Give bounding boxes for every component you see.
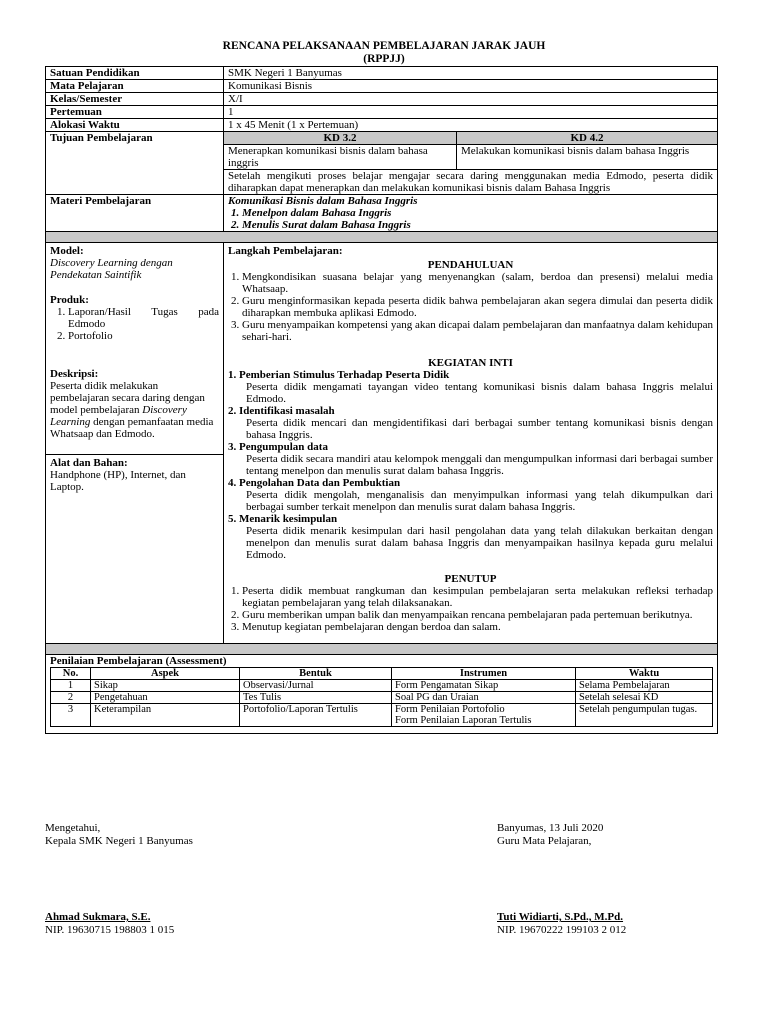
- identity-row: [46, 106, 718, 119]
- list-item: 1. Peserta didik membuat rangkuman dan kesimpulan pembelajaran serta melakukan refleksi terhadap kegiatan pembelajaran yang telah dilaksanakan.: [242, 585, 713, 609]
- materi-title: Komunikasi Bisnis dalam Bahasa Inggris: [228, 195, 418, 207]
- assessment-cell-bentuk: Tes Tulis: [240, 692, 392, 704]
- list-item: 3. Menutup kegiatan pembelajaran dengan berdoa dan salam.: [242, 621, 713, 633]
- inti-title: KEGIATAN INTI: [428, 357, 513, 369]
- identity-value: SMK Negeri 1 Banyumas: [224, 67, 718, 80]
- alat-section: [46, 454, 223, 493]
- assessment-cell-no: 1: [51, 680, 91, 692]
- assessment-header-row: [51, 668, 713, 680]
- kd2-text: Melakukan komunikasi bisnis dalam bahasa Inggris: [457, 145, 718, 170]
- identity-label: Pertemuan: [46, 106, 224, 119]
- left-sig-line1: Mengetahui,: [45, 822, 101, 834]
- inti-step-text: Peserta didik mengamati tayangan video tentang komunikasi bisnis dalam bahasa Inggris melalui Edmodo.: [246, 381, 713, 405]
- assessment-header: Bentuk: [240, 668, 392, 680]
- assessment-header: Waktu: [576, 668, 713, 680]
- kd2-header: KD 4.2: [457, 132, 718, 145]
- left-signature: [45, 822, 193, 848]
- inti-step-text: Peserta didik mengolah, menganalisis dan menyimpulkan informasi yang telah dikumpulkan dari berbagai sumber terkait menelpon dan menulis surat dalam bahasa Inggris.: [246, 489, 713, 513]
- assessment-cell-no: 3: [51, 704, 91, 727]
- assessment-cell-instrumen: Soal PG dan Uraian: [392, 692, 576, 704]
- left-signatory: [45, 911, 174, 937]
- inti-step-heading: 3. Pengumpulan data: [228, 441, 328, 453]
- deskripsi-label: Deskripsi:: [50, 368, 99, 380]
- inti-step: [228, 405, 713, 441]
- identity-row: [46, 93, 718, 106]
- assessment-cell-aspek: Keterampilan: [91, 704, 240, 727]
- assessment-cell-bentuk: Observasi/Jurnal: [240, 680, 392, 692]
- assessment-header: Instrumen: [392, 668, 576, 680]
- inti-step: [228, 477, 713, 513]
- list-item: 2. Portofolio: [68, 330, 219, 342]
- left-sig-line2: Kepala SMK Negeri 1 Banyumas: [45, 835, 193, 847]
- identity-row: [46, 80, 718, 93]
- assessment-cell-waktu: Setelah pengumpulan tugas.: [576, 704, 713, 727]
- list-item: 1. Mengkondisikan suasana belajar yang menyenangkan (salam, berdoa dan presensi) melalui media Whatsaap.: [242, 271, 713, 295]
- assessment-cell-no: 2: [51, 692, 91, 704]
- list-item: 2. Menulis Surat dalam Bahasa Inggris: [242, 219, 713, 231]
- list-item: 3. Guru menyampaikan kompetensi yang akan dicapai dalam pembelajaran dan manfaatnya dalam kehidupan sehari-hari.: [242, 319, 713, 343]
- alat-text: Handphone (HP), Internet, dan Laptop.: [50, 469, 186, 493]
- right-sig-name: Tuti Widiarti, S.Pd., M.Pd.: [497, 911, 624, 923]
- right-sig-line2: Guru Mata Pelajaran,: [497, 835, 592, 847]
- penutup-list: [228, 585, 713, 633]
- list-item: 2. Guru memberikan umpan balik dan menyampaikan rencana pembelajaran pada pertemuan berikutnya.: [242, 609, 713, 621]
- inti-list: [228, 369, 713, 561]
- inti-step-heading: 4. Pengolahan Data dan Pembuktian: [228, 477, 401, 489]
- model-label: Model:: [50, 245, 84, 257]
- kd1-text: Menerapkan komunikasi bisnis dalam bahasa inggris: [224, 145, 457, 170]
- assessment-cell-aspek: Pengetahuan: [91, 692, 240, 704]
- inti-step-text: Peserta didik secara mandiri atau kelompok menggali dan mengumpulkan informasi dari berbagai sumber tentang menelpon dan menulis surat dalam bahasa Inggris.: [246, 453, 713, 477]
- right-sig-line1: Banyumas, 13 Juli 2020: [497, 822, 604, 834]
- right-sig-nip: NIP. 19670222 199103 2 012: [497, 924, 627, 936]
- model-text: Discovery Learning dengan Pendekatan Saintifik: [50, 257, 173, 281]
- identity-value: 1: [224, 106, 718, 119]
- list-item: 2. Guru menginformasikan kepada peserta didik bahwa pembelajaran akan segera dimulai dan peserta didik diharapkan membuka aplikasi Edmodo.: [242, 295, 713, 319]
- separator-bar: [46, 232, 718, 243]
- inti-step-heading: 2. Identifikasi masalah: [228, 405, 335, 417]
- penilaian-cell: [46, 655, 718, 734]
- materi-list: [228, 207, 713, 231]
- inti-step-heading: 1. Pemberian Stimulus Terhadap Peserta Didik: [228, 369, 450, 381]
- right-signature: [497, 822, 603, 848]
- document-title: RENCANA PELAKSANAAN PEMBELAJARAN JARAK JAUH: [222, 40, 546, 52]
- inti-step-text: Peserta didik mencari dan mengidentifikasi dari berbagai sumber tentang komunikasi bisnis dengan bahasa Inggris.: [246, 417, 713, 441]
- langkah-label: Langkah Pembelajaran:: [228, 245, 343, 257]
- list-item: 1. Laporan/Hasil Tugas pada Edmodo: [68, 306, 219, 330]
- identity-value: Komunikasi Bisnis: [224, 80, 718, 93]
- separator-bar-2: [46, 644, 718, 655]
- assessment-row: [51, 680, 713, 692]
- identity-label: Mata Pelajaran: [46, 80, 224, 93]
- tujuan-text: Setelah mengikuti proses belajar mengajar secara daring menggunakan media Edmodo, peserta didik diharapkan dapat menerapkan dan melakukan komunikasi bisnis dalam Bahasa Inggris: [224, 170, 718, 195]
- assessment-cell-waktu: Setelah selesai KD: [576, 692, 713, 704]
- identity-row: [46, 67, 718, 80]
- inti-step-heading: 5. Menarik kesimpulan: [228, 513, 338, 525]
- alat-label: Alat dan Bahan:: [50, 457, 128, 469]
- assessment-cell-waktu: Selama Pembelajaran: [576, 680, 713, 692]
- tujuan-label: Tujuan Pembelajaran: [46, 132, 224, 195]
- produk-label: Produk:: [50, 294, 89, 306]
- document-subtitle: (RPPJJ): [363, 53, 405, 65]
- list-item: 1. Menelpon dalam Bahasa Inggris: [242, 207, 713, 219]
- identity-value: 1 x 45 Menit (1 x Pertemuan): [224, 119, 718, 132]
- produk-list: [50, 306, 219, 342]
- assessment-cell-bentuk: Portofolio/Laporan Tertulis: [240, 704, 392, 727]
- pendahuluan-title: PENDAHULUAN: [427, 259, 514, 271]
- langkah-cell: [224, 243, 718, 644]
- identity-value: X/I: [224, 93, 718, 106]
- materi-label: Materi Pembelajaran: [46, 195, 224, 232]
- assessment-row: [51, 704, 713, 727]
- inti-step: [228, 441, 713, 477]
- left-sig-name: Ahmad Sukmara, S.E.: [45, 911, 151, 923]
- left-sig-nip: NIP. 19630715 198803 1 015: [45, 924, 175, 936]
- assessment-cell-instrumen: Form Penilaian Portofolio Form Penilaian Laporan Tertulis: [392, 704, 576, 727]
- pendahuluan-list: [228, 271, 713, 343]
- deskripsi-text: Peserta didik melakukan pembelajaran secara daring dengan model pembelajaran Discovery Learning dengan pemanfaatan media Whatsaap dan Edmodo.: [50, 380, 214, 440]
- identity-label: Kelas/Semester: [46, 93, 224, 106]
- identity-row: [46, 119, 718, 132]
- materi-cell: [224, 195, 718, 232]
- assessment-cell-instrumen: Form Pengamatan Sikap: [392, 680, 576, 692]
- identity-label: Alokasi Waktu: [46, 119, 224, 132]
- penilaian-label: Penilaian Pembelajaran (Assessment): [50, 655, 227, 667]
- left-info-cell: [46, 243, 224, 644]
- identity-label: Satuan Pendidikan: [46, 67, 224, 80]
- inti-step: [228, 513, 713, 561]
- assessment-cell-aspek: Sikap: [91, 680, 240, 692]
- penutup-title: PENUTUP: [444, 573, 497, 585]
- assessment-header: No.: [51, 668, 91, 680]
- inti-step: [228, 369, 713, 405]
- assessment-row: [51, 692, 713, 704]
- kd1-header: KD 3.2: [224, 132, 457, 145]
- right-signatory: [497, 911, 626, 937]
- assessment-header: Aspek: [91, 668, 240, 680]
- assessment-table: [50, 667, 713, 727]
- rpp-table: [45, 66, 718, 734]
- inti-step-text: Peserta didik menarik kesimpulan dari hasil pengolahan data yang telah dilakukan berkaitan dengan menelpon dan menulis surat dalam bahasa Inggris dan menyampaikan hasilnya kepada guru melalui Edmodo.: [246, 525, 713, 561]
